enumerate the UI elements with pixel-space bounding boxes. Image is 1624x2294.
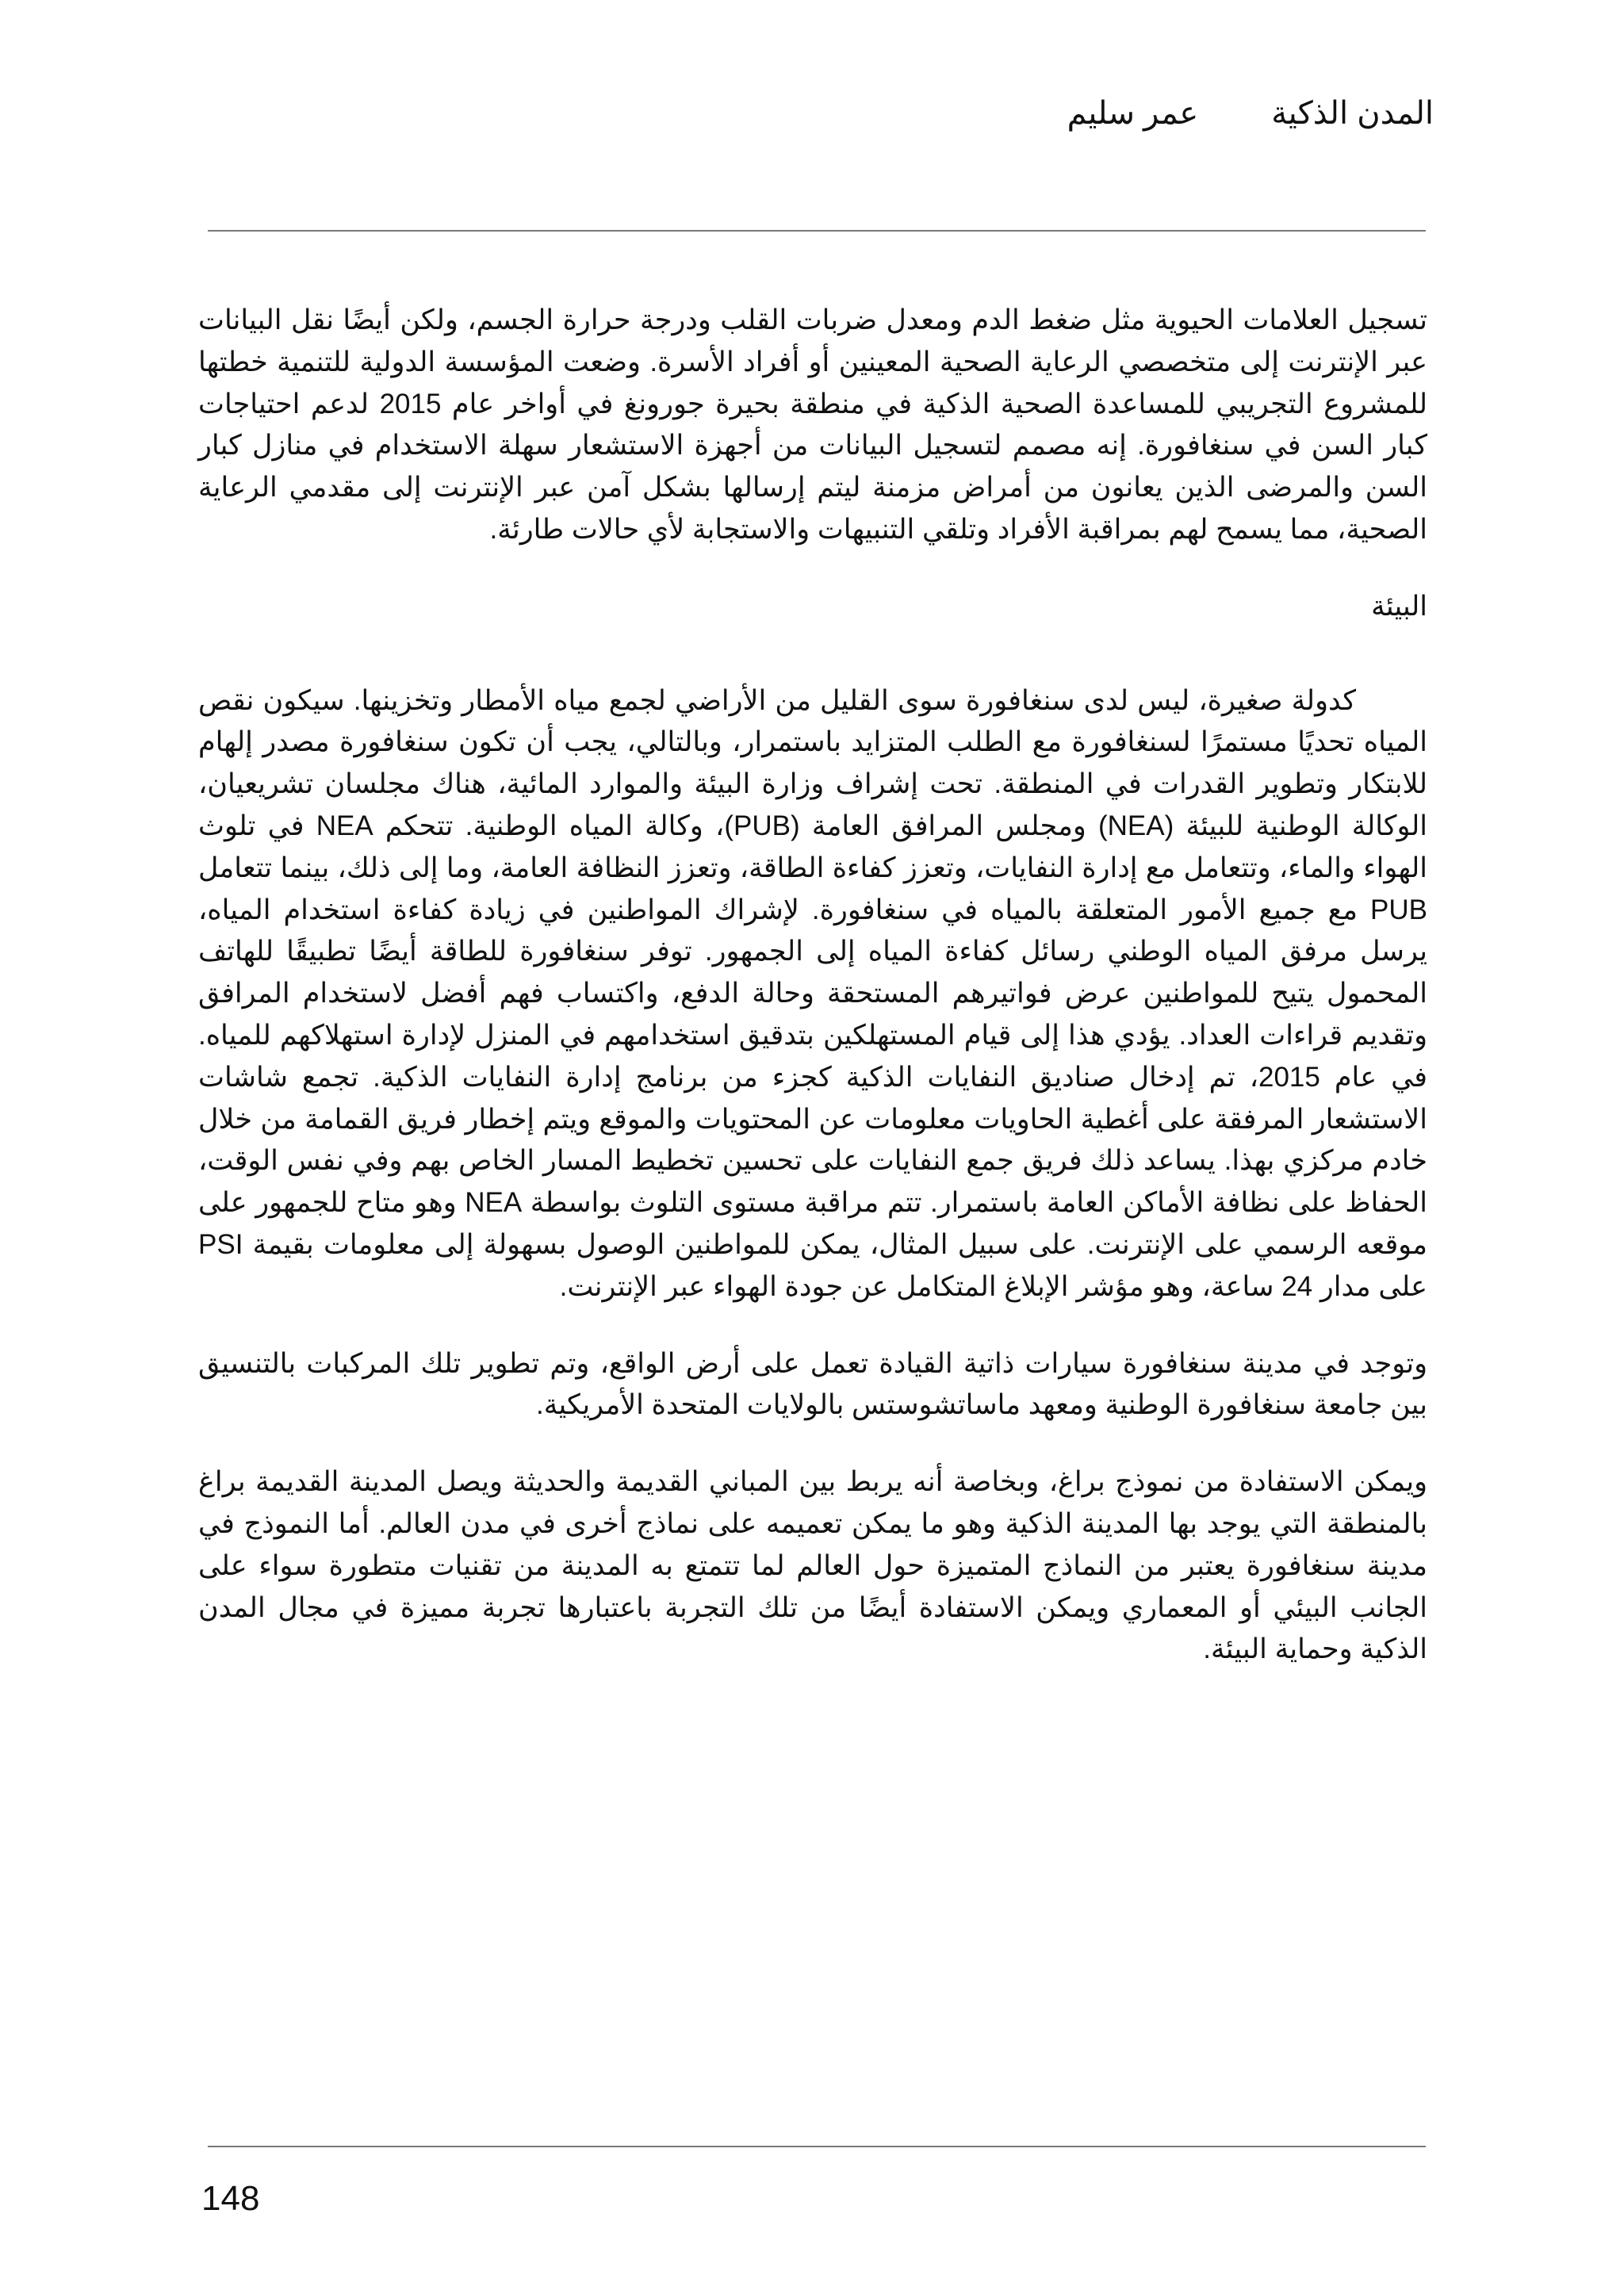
running-header bbox=[1067, 95, 1434, 132]
page-number: 148 bbox=[201, 2179, 260, 2218]
paragraph-environment: كدولة صغيرة، ليس لدى سنغافورة سوى القليل من الأراضي لجمع مياه الأمطار وتخزينها. سيكون نقص المياه تحديًا مستمرًا لسنغافورة مع الطلب المتزايد باستمرار، وبالتالي، يجب أن تكون سنغافورة مصدر إلهام للابتكار وتطوير القدرات في المنطقة. تحت إشراف وزارة البيئة والموارد المائية، هناك مجلسان تشريعيان، الوكالة الوطنية للبيئة (NEA) ومجلس المرافق العامة (PUB)، وكالة المياه الوطنية. تتحكم NEA في تلوث الهواء والماء، وتتعامل مع إدارة النفايات، وتعزز كفاءة الطاقة، وتعزز النظافة العامة، وما إلى ذلك، بينما تتعامل PUB مع جميع الأمور المتعلقة بالمياه في سنغافورة. لإشراك المواطنين في زيادة كفاءة استخدام المياه، يرسل مرفق المياه الوطني رسائل كفاءة المياه إلى الجمهور. توفر سنغافورة للطاقة أيضًا تطبيقًا للهاتف المحمول يتيح للمواطنين عرض فواتيرهم المستحقة وحالة الدفع، واكتساب فهم أفضل لاستخدام المرافق وتقديم قراءات العداد. يؤدي هذا إلى قيام المستهلكين بتدقيق استخدامهم في المنزل لإدارة استهلاكهم للمياه. في عام 2015، تم إدخال صناديق النفايات الذكية كجزء من برنامج إدارة النفايات الذكية. تجمع شاشات الاستشعار المرفقة على أغطية الحاويات معلومات عن المحتويات والموقع ويتم إخطار فريق القمامة من خلال خادم مركزي بهذا. يساعد ذلك فريق جمع النفايات على تحسين تخطيط المسار الخاص بهم وفي نفس الوقت، الحفاظ على نظافة الأماكن العامة باستمرار. تتم مراقبة مستوى التلوث بواسطة NEA وهو متاح للجمهور على موقعه الرسمي على الإنترنت. على سبيل المثال، يمكن للمواطنين الوصول بسهولة إلى معلومات بقيمة PSI على مدار 24 ساعة، وهو مؤشر الإبلاغ المتكامل عن جودة الهواء عبر الإنترنت. bbox=[198, 684, 1428, 1302]
header-divider bbox=[208, 230, 1426, 232]
page-body bbox=[198, 300, 1427, 1671]
footer-divider bbox=[208, 2146, 1426, 2147]
section-heading-environment: البيئة bbox=[1371, 590, 1427, 622]
paragraph-prague-model: ويمكن الاستفادة من نموذج براغ، وبخاصة أنه يربط بين المباني القديمة والحديثة ويصل المدينة القديمة براغ بالمنطقة التي يوجد بها المدينة الذكية وهو ما يمكن تعميمه على نماذج أخرى في مدن العالم. أما النموذج في مدينة سنغافورة يعتبر من النماذج المتميزة حول العالم لما تتمتع به المدينة من تقنيات متطورة سواء على الجانب البيئي أو المعماري ويمكن الاستفادة أيضًا من تلك التجربة باعتبارها تجربة مميزة في مجال المدن الذكية وحماية البيئة. bbox=[198, 1466, 1427, 1665]
author-name: عمر سليم bbox=[1067, 96, 1199, 131]
paragraph-autonomous-vehicles: وتوجد في مدينة سنغافورة سيارات ذاتية القيادة تعمل على أرض الواقع، وتم تطوير تلك المركبات بالتنسيق بين جامعة سنغافورة الوطنية ومعهد ماساتشوستس بالولايات المتحدة الأمريكية. bbox=[198, 1347, 1427, 1421]
paragraph-health-monitoring: تسجيل العلامات الحيوية مثل ضغط الدم ومعدل ضربات القلب ودرجة حرارة الجسم، ولكن أيضًا نقل البيانات عبر الإنترنت إلى متخصصي الرعاية الصحية المعينين أو أفراد الأسرة. وضعت المؤسسة الدولية للتنمية خطتها للمشروع التجريبي للمساعدة الصحية الذكية في منطقة بحيرة جورونغ في أواخر عام 2015 لدعم احتياجات كبار السن في سنغافورة. إنه مصمم لتسجيل البيانات من أجهزة الاستشعار سهلة الاستخدام في منازل كبار السن والمرضى الذين يعانون من أمراض مزمنة ليتم إرسالها بشكل آمن عبر الإنترنت إلى مقدمي الرعاية الصحية، مما يسمح لهم بمراقبة الأفراد وتلقي التنبيهات والاستجابة لأي حالات طارئة. bbox=[198, 304, 1427, 545]
book-title: المدن الذكية bbox=[1271, 96, 1434, 131]
